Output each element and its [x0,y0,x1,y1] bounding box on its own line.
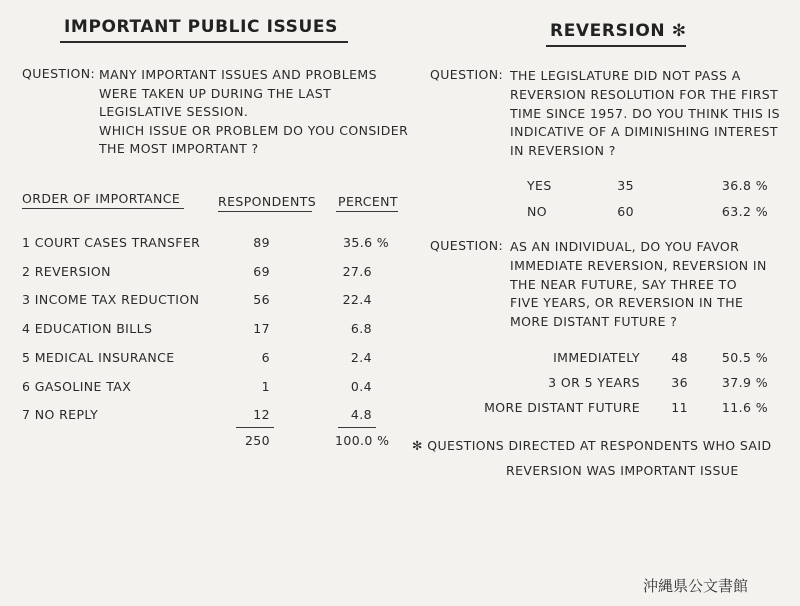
header-order: ORDER OF IMPORTANCE [22,191,181,206]
footnote-line: ✻ QUESTIONS DIRECTED AT RESPONDENTS WHO SAID [412,438,772,453]
issue-label: 5 MEDICAL INSURANCE [22,350,175,365]
reversion-question-line: TIME SINCE 1957. DO YOU THINK THIS IS [510,105,780,121]
left-title-underline [60,41,348,43]
left-question-line: LEGISLATIVE SESSION. [99,104,249,119]
right-title: REVERSION ✻ [550,21,687,41]
issue-respondents: 12 [253,407,270,422]
right-title-underline [546,45,686,47]
left-title: IMPORTANT PUBLIC ISSUES [64,17,338,37]
issue-respondents: 69 [253,264,270,279]
answer-percent: 50.5 % [721,350,768,365]
reversion-question-line: IN REVERSION ? [510,143,616,159]
issue-respondents: 89 [253,235,270,250]
issue-label: 1 COURT CASES TRANSFER [22,235,201,250]
issue-percent: 6.8 [350,321,372,336]
timing-question-line: IMMEDIATE REVERSION, REVERSION IN [510,257,767,273]
issue-label: 7 NO REPLY [22,407,99,422]
footnote-line: REVERSION WAS IMPORTANT ISSUE [506,463,739,478]
percent-total: 100.0 % [335,433,390,448]
issue-label: 2 REVERSION [22,264,111,279]
archive-stamp: 沖縄県公文書館 [643,577,749,595]
answer-count: 60 [617,204,634,219]
issue-respondents: 6 [261,350,270,365]
issue-percent: 22.4 [342,292,372,307]
answer-count: 35 [617,178,634,193]
answer-label: IMMEDIATELY [553,350,640,365]
header-respondents: RESPONDENTS [218,194,317,209]
timing-question-line: THE NEAR FUTURE, SAY THREE TO [510,276,737,292]
left-question-text [99,66,408,159]
issue-percent: 0.4 [350,379,372,394]
header-percent: PERCENT [338,194,398,209]
issue-respondents: 17 [253,321,270,336]
issue-label: 3 INCOME TAX REDUCTION [22,292,200,307]
left-question-line: THE MOST IMPORTANT ? [99,141,259,156]
issue-percent: 35.6 % [343,235,390,250]
answer-label: MORE DISTANT FUTURE [484,400,640,415]
reversion-question-line: INDICATIVE OF A DIMINISHING INTEREST [510,124,778,140]
issue-percent: 27.6 [342,264,372,279]
answer-percent: 63.2 % [721,204,768,219]
reversion-question-label: QUESTION: [430,67,504,82]
respondents-total-rule [236,427,274,428]
reversion-question-text [510,67,780,161]
percent-total-rule [338,427,376,428]
issue-respondents: 1 [261,379,270,394]
answer-count: 48 [671,350,688,365]
answer-label: YES [527,178,552,193]
issue-respondents: 56 [253,292,270,307]
left-question-line: MANY IMPORTANT ISSUES AND PROBLEMS [99,67,377,82]
answer-count: 36 [671,375,688,390]
header-respondents-underline [218,211,312,212]
issue-percent: 4.8 [350,407,372,422]
header-percent-underline [336,211,398,212]
answer-label: NO [527,204,547,219]
left-question-line: WERE TAKEN UP DURING THE LAST [99,85,332,101]
timing-question-line: AS AN INDIVIDUAL, DO YOU FAVOR [510,239,740,254]
timing-question-label: QUESTION: [430,238,504,253]
reversion-question-line: REVERSION RESOLUTION FOR THE FIRST [510,86,779,102]
issue-percent: 2.4 [350,350,372,365]
left-question-label: QUESTION: [22,66,96,81]
answer-count: 11 [671,400,688,415]
issue-label: 4 EDUCATION BILLS [22,321,153,336]
timing-question-text [510,238,767,332]
issue-label: 6 GASOLINE TAX [22,379,132,394]
answer-percent: 37.9 % [721,375,768,390]
header-order-underline [22,208,184,209]
answer-percent: 36.8 % [721,178,768,193]
answer-label: 3 OR 5 YEARS [548,375,640,390]
timing-question-line: MORE DISTANT FUTURE ? [510,314,678,330]
timing-question-line: FIVE YEARS, OR REVERSION IN THE [510,295,744,311]
respondents-total: 250 [244,433,270,448]
reversion-question-line: THE LEGISLATURE DID NOT PASS A [510,68,741,83]
answer-percent: 11.6 % [721,400,768,415]
left-question-line: WHICH ISSUE OR PROBLEM DO YOU CONSIDER [99,122,409,138]
